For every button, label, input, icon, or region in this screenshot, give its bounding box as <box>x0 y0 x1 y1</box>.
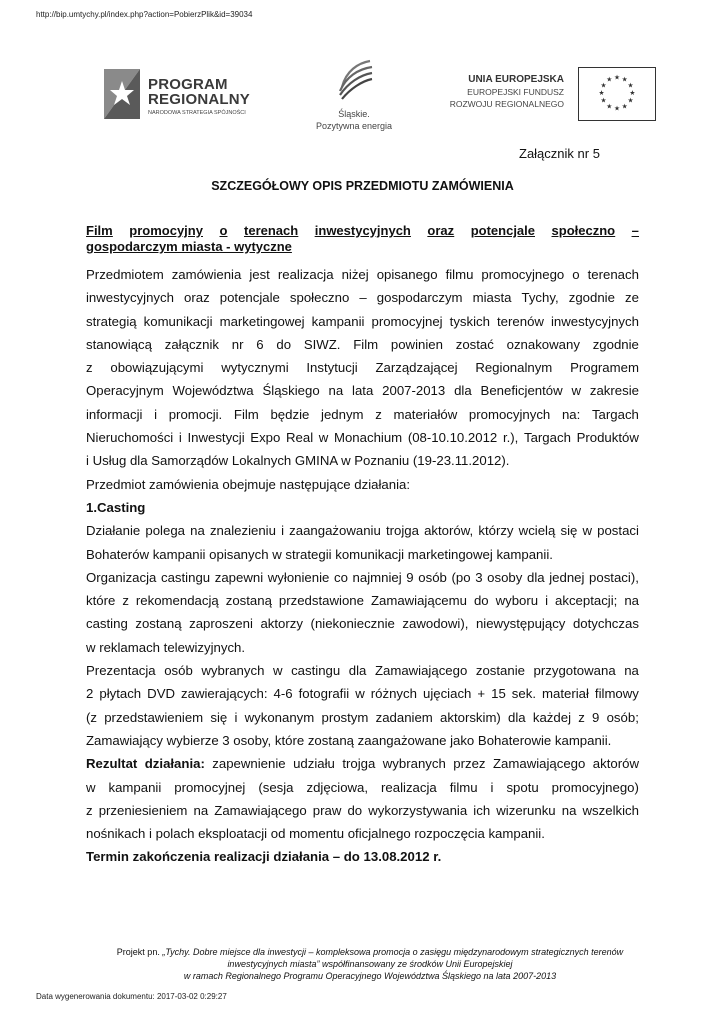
body-line: Bohaterów kampanii opisanych w strategii komunikacji marketingowej kampanii. <box>86 546 553 562</box>
footer-line-1: „Tychy. Dobre miejsce dla inwestycji – kompleksowa promocja o zasięgu międzynarodowym strategicznych terenów <box>162 947 624 957</box>
annex-number: Załącznik nr 5 <box>519 146 600 161</box>
program-regionalny-logo <box>96 67 276 127</box>
body-line: Nieruchomości i Inwestycji Expo Real w Monachium (08-10.10.2012 r.), Targach Produktów <box>86 430 639 446</box>
body-line: z obowiązującymi wytycznymi Instytucji Zarządzającej Regionalnym Programem <box>86 360 639 376</box>
deadline-line: Termin zakończenia realizacji działania – do 13.08.2012 r. <box>86 849 442 865</box>
footer-line-2: inwestycyjnych miasta” współfinansowany ze środków Unii Europejskiej <box>227 959 513 969</box>
document-body <box>86 263 639 869</box>
subject-heading <box>86 223 639 255</box>
generation-date: Data wygenerowania dokumentu: 2017-03-02 0:29:27 <box>36 992 227 1001</box>
body-line: Organizacja castingu zapewni wyłonienie co najmniej 9 osób (po 3 osoby dla jednej postaci), <box>86 569 639 585</box>
body-line: (z przedstawieniem się i wykonanym prostym zadaniem aktorskim) dla każdej z 9 osób; <box>86 709 639 725</box>
subject-line-1: Film promocyjny o terenach inwestycyjnych oraz potencjale społeczno – <box>86 223 639 238</box>
program-regionalny-star-icon <box>104 69 140 119</box>
program-regionalny-title: PROGRAM REGIONALNY <box>148 76 251 108</box>
svg-text:★: ★ <box>621 75 628 84</box>
svg-text:★: ★ <box>606 102 613 111</box>
slaskie-logo <box>304 55 414 135</box>
svg-text:★: ★ <box>613 73 621 82</box>
svg-text:★: ★ <box>629 88 636 97</box>
subject-line-2: gospodarczym miasta - wytyczne <box>86 239 292 254</box>
body-line: Prezentacja osób wybranych w castingu dla Zamawiającego zostanie przygotowana na <box>86 663 639 679</box>
body-line: i Usług dla Samorządów Lokalnych GMINA w Poznaniu (19-23.11.2012). <box>86 453 510 469</box>
slaskie-tagline: Pozytywna energia <box>315 121 393 131</box>
body-line-result: Rezultat działania: zapewnienie udziału trojga wybranych przez Zamawiającego aktorów <box>86 756 639 772</box>
svg-text:★: ★ <box>627 81 634 90</box>
slaskie-swirl-icon <box>332 57 376 101</box>
svg-text:★: ★ <box>621 102 628 111</box>
body-line: Operacyjnym Województwa Śląskiego na lata 2007-2013 dla Beneficjentów w zakresie <box>86 383 639 399</box>
svg-text:★: ★ <box>600 81 607 90</box>
section-heading-casting: 1.Casting <box>86 499 146 515</box>
eu-logo <box>426 67 656 127</box>
svg-text:★: ★ <box>600 96 607 105</box>
body-line: stanowiącą załącznik nr 6 do SIWZ. Film powinien zostać oznakowany zgodnie <box>86 336 639 352</box>
source-url[interactable]: http://bip.umtychy.pl/index.php?action=PobierzPlik&id=39034 <box>36 10 253 19</box>
body-line: w reklamach telewizyjnych. <box>86 639 246 655</box>
body-line: z przeniesieniem na Zamawiającego praw do wykorzystywania ich wizerunku na wszelkich <box>86 802 639 818</box>
eu-text: UNIA EUROPEJSKA EUROPEJSKI FUNDUSZ ROZWOJU REGIONALNEGO <box>449 74 564 109</box>
svg-text:★: ★ <box>598 88 605 97</box>
page-title: SZCZEGÓŁOWY OPIS PRZEDMIOTU ZAMÓWIENIA <box>211 179 514 193</box>
body-line: Przedmiot zamówienia obejmuje następujące działania: <box>86 476 411 492</box>
footer-prefix: Projekt pn. <box>116 947 163 957</box>
body-line: które z rekomendacją zostaną przedstawione Zamawiającemu do wyboru i akceptacji; na <box>86 593 639 609</box>
program-regionalny-subtitle: NARODOWA STRATEGIA SPÓJNOŚCI <box>148 110 246 116</box>
svg-text:★: ★ <box>606 75 613 84</box>
body-line: casting zostaną zaproszeni aktorzy (niekoniecznie zawodowi), niewystępujący dotychczas <box>86 616 639 632</box>
body-line: inwestycyjnych oraz potencjale społeczno – gospodarczym miasta Tychy, zgodnie ze <box>86 290 639 306</box>
body-line: Zamawiający wybierze 3 osoby, które zostaną zaangażowane jako Bohaterowie kampanii. <box>86 732 612 748</box>
footer <box>90 946 650 982</box>
body-line: Przedmiotem zamówienia jest realizacja niżej opisanego filmu promocyjnego o terenach <box>86 267 639 282</box>
eu-flag-icon <box>578 67 656 121</box>
body-line: nośnikach i polach eksploatacji od momentu oficjalnego rozpoczęcia kampanii. <box>86 826 545 842</box>
svg-text:★: ★ <box>627 96 634 105</box>
logo-bar <box>96 55 656 135</box>
body-line: informacji i promocji. Film będzie jednym z materiałów promocyjnych na: Targach <box>86 406 639 422</box>
body-line: 2 płytach DVD zawierających: 4-6 fotografii w różnych ujęciach + 15 sek. materiał filmowy <box>86 686 639 702</box>
body-line: w kampanii promocyjnej (sesja zdjęciowa, realizacja filmu i spotu promocyjnego) <box>86 779 639 795</box>
svg-text:★: ★ <box>613 104 621 113</box>
footer-line-3: w ramach Regionalnego Programu Operacyjnego Województwa Śląskiego na lata 2007-2013 <box>183 971 557 981</box>
body-line: Działanie polega na znalezieniu i zaangażowaniu trojga aktorów, którzy wcielą się w postaci <box>86 523 639 539</box>
body-line: strategią komunikacji marketingowej kampanii promocyjnej tyskich terenów inwestycyjnych <box>86 313 639 329</box>
slaskie-name: Śląskie. <box>338 109 370 119</box>
